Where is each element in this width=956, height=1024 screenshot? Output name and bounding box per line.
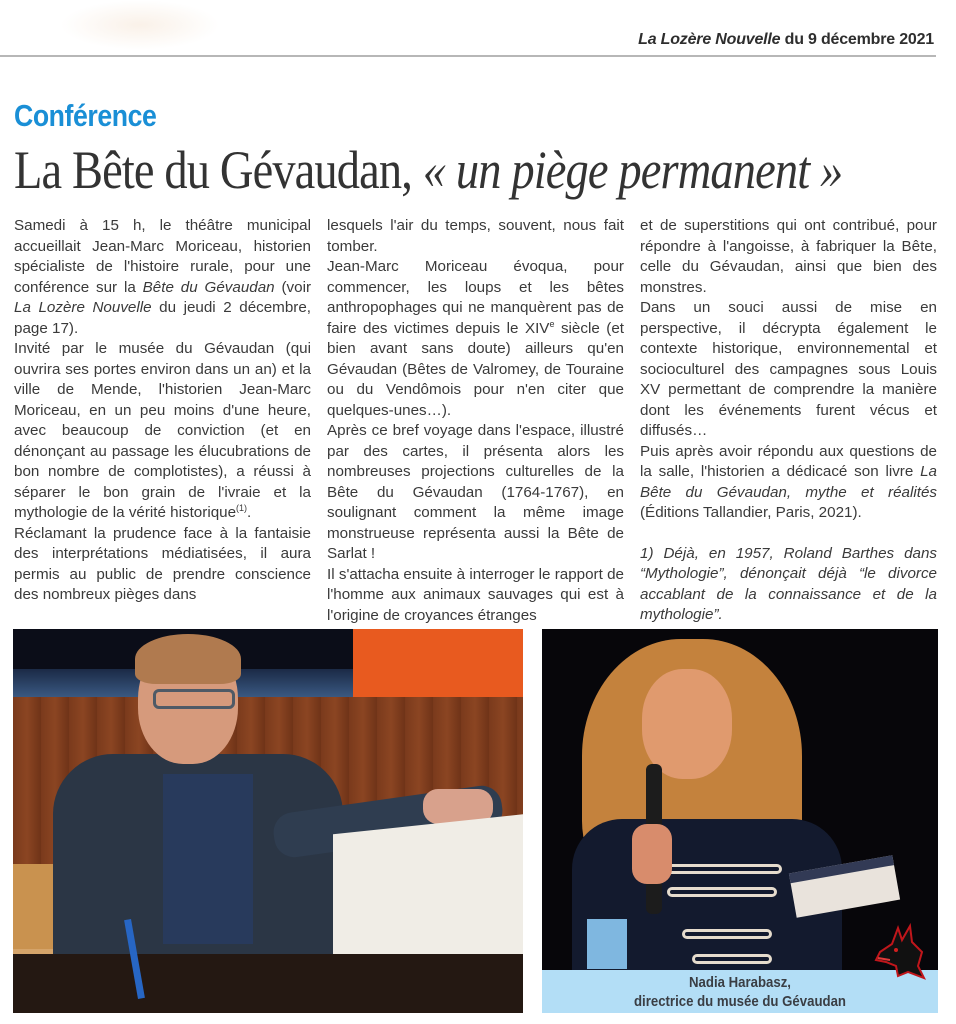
century-superscript: e: [549, 318, 555, 329]
paragraph: [14, 524, 311, 606]
wolf-head-icon: [872, 922, 930, 980]
paragraph: [640, 298, 937, 442]
text: Réclamant la prudence face à la fantaisie des interprétations médiatisées, il aura permis au public de prendre conscience des nombreux pièges dans: [14, 524, 311, 603]
paragraph: [640, 442, 937, 524]
text: (Éditions Tallandier, Paris, 2021).: [640, 504, 862, 521]
paragraph: [327, 421, 624, 565]
masthead: [638, 31, 934, 49]
text: lesquels l'air du temps, souvent, nous fait tomber.: [327, 217, 624, 255]
paragraph: [327, 257, 624, 421]
chain-pattern: [662, 864, 782, 874]
text: Invité par le musée du Gévaudan (qui ouvrira ses portes environ dans un an) et la ville de Mende, l'historien Jean-Marc Moriceau, en un peu moins d'une heure, avec beaucoup de conviction (et en dénonçant au passage les élucubrations de bon nombre de complotistes), a réussi à séparer le bon grain de l'ivraie et la mythologie de la vérité historique: [14, 340, 311, 521]
text: Puis après avoir répondu aux questions de la salle, l'historien a dédicacé son livre: [640, 442, 937, 480]
face: [642, 669, 732, 779]
page-header: [0, 0, 956, 56]
header-divider: [0, 55, 936, 57]
italic-title: Bête du Gévaudan: [142, 278, 275, 296]
paragraph: [327, 216, 624, 257]
text: .: [247, 504, 252, 521]
text: Samedi à 15 h, le théâtre municipal accueillait Jean-Marc Moriceau, historien spécialiste de l'histoire rurale, pour une conférence sur la: [14, 217, 311, 296]
headline-main: La Bête du Gévaudan,: [14, 140, 423, 200]
hair: [135, 634, 241, 684]
text: et de superstitions qui ont contribué, pour répondre à l'angoisse, à fabriquer la Bête, celle du Gévaudan, ainsi que bien des monstres.: [640, 217, 937, 296]
text: Dans un souci aussi de mise en perspective, il décrypta également le contexte historique, environnemental et socioculturel des campagnes sous Louis XV permettant de comprendre la manière dont les événements furent vécus et diffusés…: [640, 299, 937, 439]
text: Après ce bref voyage dans l'espace, illustré par des cartes, il présenta alors les nombreuses projections culturelles de la Bête du Gévaudan (1764-1767), en soulignant comment la même image monstrueuse représenta aussi la Bête de Sarlat !: [327, 422, 624, 562]
italic-paper-name: La Lozère Nouvelle: [14, 299, 152, 316]
column-2: [327, 216, 624, 626]
paragraph: [14, 216, 311, 339]
header-smudge: [60, 0, 220, 50]
photo-museum-director: [542, 629, 938, 970]
orange-curtain: [353, 629, 523, 701]
chain-pattern: [692, 954, 772, 964]
issue-date: du 9 décembre 2021: [780, 31, 934, 48]
section-kicker: Conférence: [14, 98, 157, 133]
column-3: [640, 216, 937, 626]
glasses: [153, 689, 235, 709]
footnote: 1) Déjà, en 1957, Roland Barthes dans “Mythologie”, dénonçait déjà “le divorce accablant de la connaissance et de la mythologie”.: [640, 544, 937, 623]
caption-name: Nadia Harabasz,: [689, 974, 791, 991]
text: siècle (et bien avant sans doute) ailleurs qu'en Gévaudan (Bêtes de Valromey, de Touraine ou du Vendômois pour n'en citer que quelques-unes…).: [327, 319, 625, 419]
photo-historian-signing: [13, 629, 523, 1013]
text: du jeudi 2 décembre, page 17).: [14, 299, 311, 337]
caption-title: directrice du musée du Gévaudan: [633, 993, 846, 1010]
column-1: [14, 216, 311, 606]
text: (voir: [274, 278, 311, 296]
table: [13, 954, 523, 1013]
text: Jean-Marc Moriceau évoqua, pour commencer, les loups et les bêtes anthropophages qui ne manquèrent pas de faire des victimes depuis le XIV: [327, 258, 624, 337]
chain-pattern: [667, 887, 777, 897]
sweater: [163, 774, 253, 944]
hand: [632, 824, 672, 884]
headline-quote: « un piège permanent »: [422, 140, 843, 200]
text: Il s'attacha ensuite à interroger le rapport de l'homme aux animaux sauvages qui est à l'origine de croyances étranges: [327, 565, 624, 624]
paragraph: [327, 565, 624, 627]
newspaper-name: La Lozère Nouvelle: [638, 31, 781, 48]
paragraph: [14, 339, 311, 524]
footnote-ref: (1): [236, 502, 248, 513]
chain-pattern: [682, 929, 772, 939]
headline: [14, 140, 842, 200]
article-body: [14, 216, 938, 624]
face-mask: [587, 919, 627, 969]
paragraph: [640, 216, 937, 298]
book-title: La Bête du Gévaudan, mythe et réalités: [640, 463, 937, 501]
